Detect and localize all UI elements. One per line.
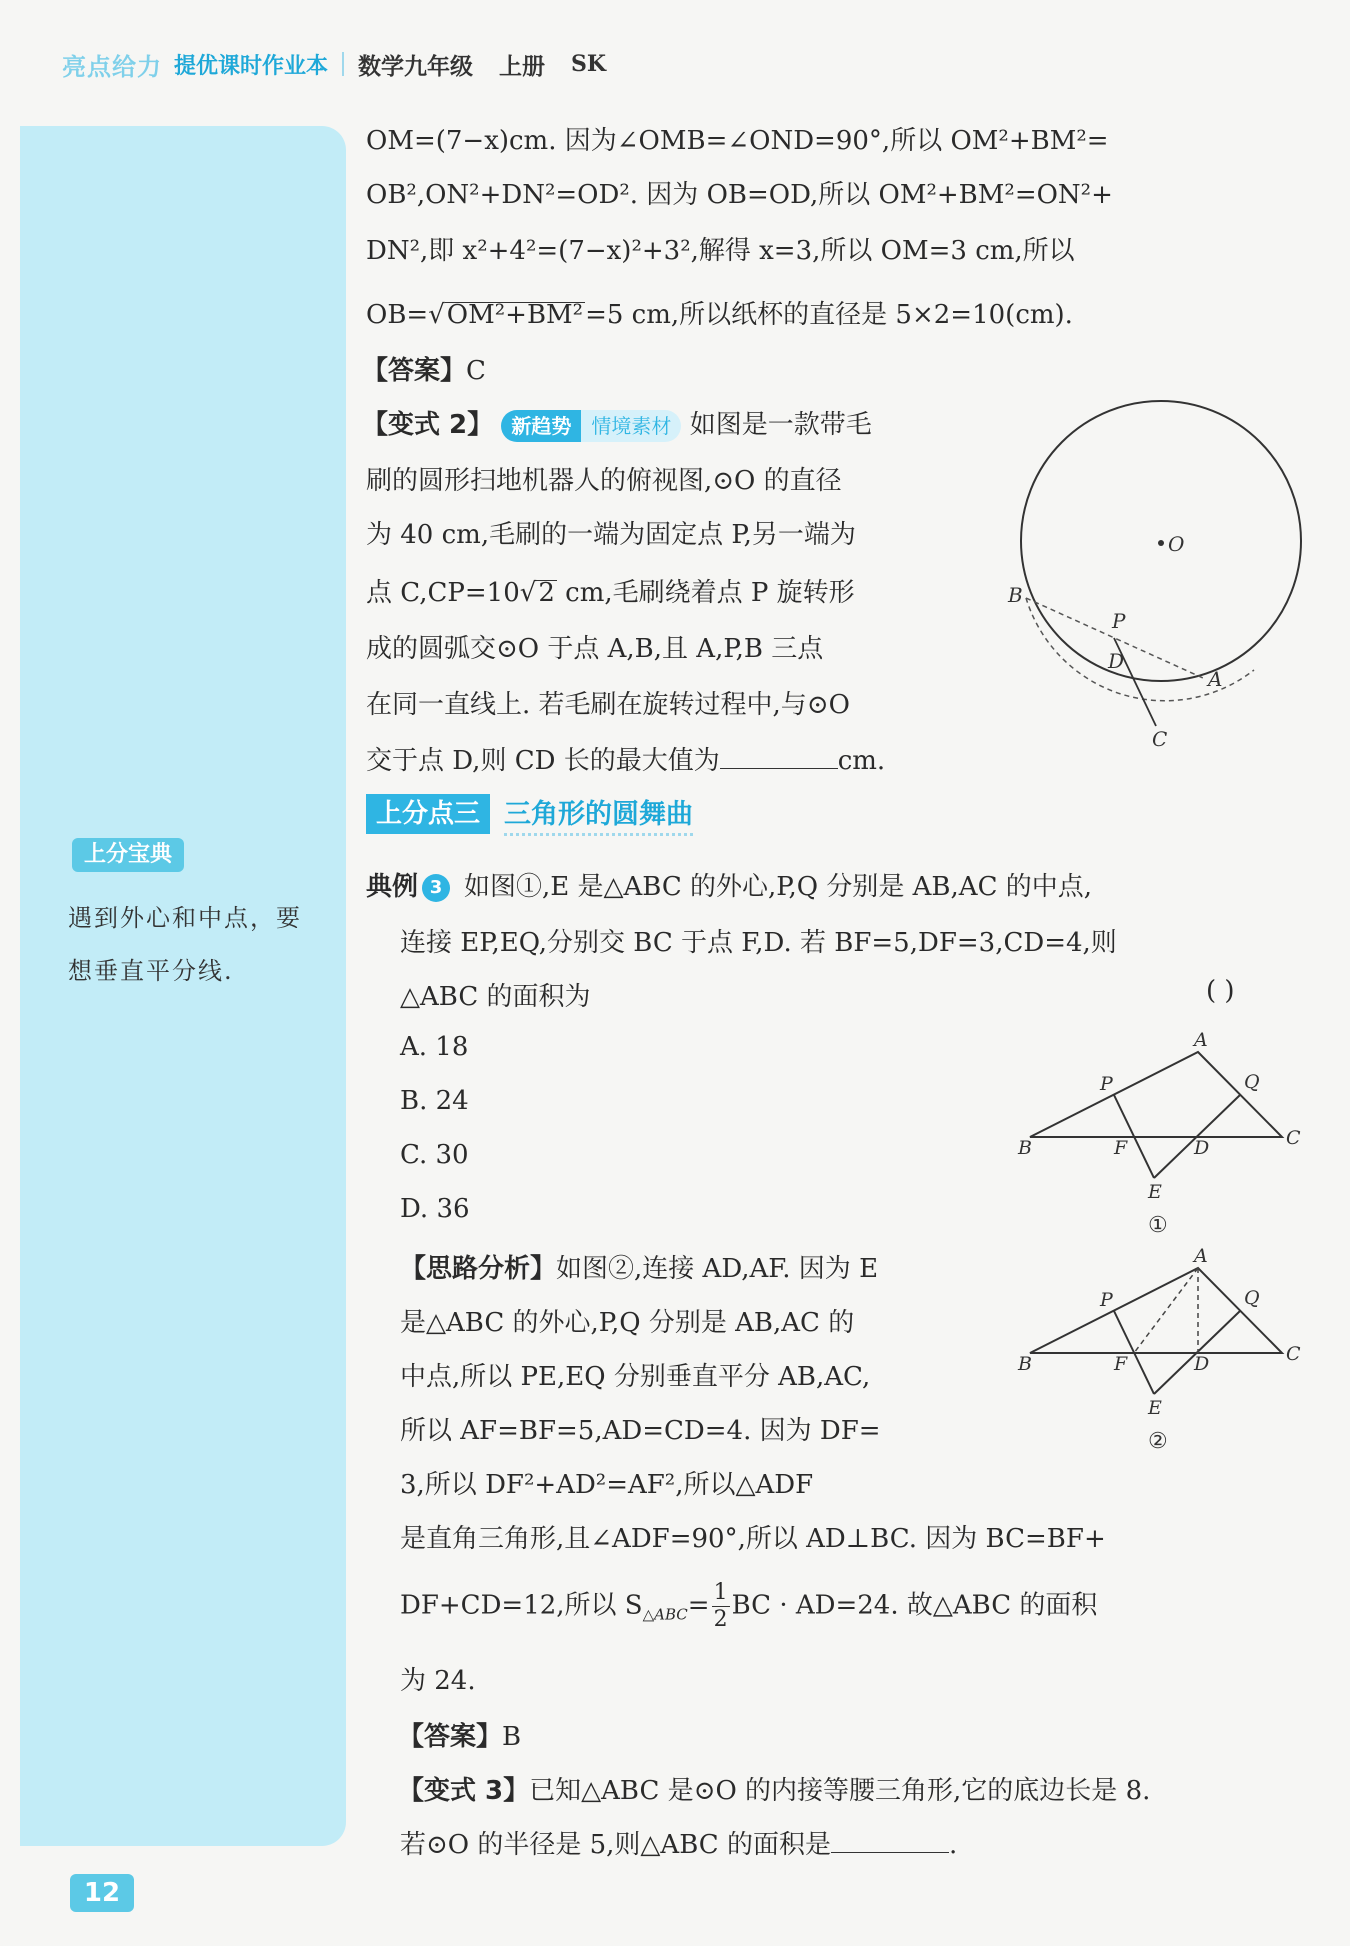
analysis-line: 为 24. — [400, 1666, 476, 1696]
sqrt-content: 2 — [538, 578, 555, 608]
variant2-text: 如图是一款带毛 — [689, 410, 872, 440]
solution-line: OB²,ON²+DN²=OD². 因为 OB=OD,所以 OM²+BM²=ON²+ — [366, 180, 1113, 210]
fraction-denominator: 2 — [713, 1607, 728, 1632]
label-b: B — [1018, 1353, 1032, 1375]
section-tag: 上分点三 — [366, 794, 490, 834]
variant3-line — [400, 1824, 957, 1861]
trend-badge-secondary: 情境素材 — [591, 414, 672, 438]
tip-badge: 上分宝典 — [72, 838, 184, 872]
header-divider — [342, 52, 344, 76]
variant2-line: 成的圆弧交⊙O 于点 A,B,且 A,P,B 三点 — [366, 634, 824, 664]
variant2-label: 【变式 2】 — [362, 410, 494, 440]
label-b: B — [1008, 583, 1023, 607]
example-label: 典例 — [366, 872, 419, 902]
answer-line — [362, 350, 486, 387]
label-p: P — [1100, 1289, 1113, 1311]
label-o: O — [1168, 532, 1185, 556]
label-p: P — [1112, 609, 1126, 633]
analysis-text: = — [687, 1590, 710, 1621]
analysis-text: BC · AD=24. 故△ABC 的面积 — [731, 1590, 1098, 1621]
answer-line — [398, 1716, 521, 1753]
label-d: D — [1194, 1353, 1210, 1375]
variant2-line: 刷的圆形扫地机器人的俯视图,⊙O 的直径 — [366, 466, 842, 496]
subject-title: 数学九年级 — [358, 53, 474, 80]
volume-label: 上册 — [499, 53, 546, 80]
variant2-text: 交于点 D,则 CD 长的最大值为 — [366, 746, 720, 776]
analysis-line: 所以 AF=BF=5,AD=CD=4. 因为 DF= — [400, 1416, 881, 1446]
variant2-text: 点 C,CP=10 — [366, 578, 520, 608]
sqrt-icon: √ — [428, 300, 445, 330]
answer-paren: ( ) — [1206, 976, 1235, 1006]
option-c: C. 30 — [400, 1140, 469, 1170]
triangle-figure-2 — [1010, 1246, 1310, 1456]
analysis-line: 是直角三角形,且∠ADF=90°,所以 AD⊥BC. 因为 BC=BF+ — [400, 1524, 1106, 1554]
solution-text: OB= — [366, 300, 429, 330]
variant2-text: cm. — [837, 746, 886, 776]
example3-line — [366, 866, 1092, 903]
answer-label: 【答案】 — [398, 1722, 503, 1752]
variant2-line — [362, 404, 872, 442]
brand-logo: 亮点给力 — [62, 52, 162, 81]
analysis-line: 中点,所以 PE,EQ 分别垂直平分 AB,AC, — [400, 1362, 871, 1392]
fraction-numerator: 1 — [713, 1580, 728, 1605]
tip-line: 遇到外心和中点，要 — [68, 904, 302, 932]
label-q: Q — [1244, 1071, 1260, 1093]
option-a: A. 18 — [400, 1032, 469, 1062]
answer-blank — [831, 1830, 949, 1853]
section-title: 三角形的圆舞曲 — [504, 792, 693, 836]
tip-line: 想垂直平分线. — [68, 957, 234, 985]
section-header — [366, 794, 693, 834]
variant2-line: 为 40 cm,毛刷的一端为固定点 P,另一端为 — [366, 520, 856, 550]
variant3-label: 【变式 3】 — [398, 1776, 530, 1806]
triangle-abc — [1030, 1268, 1282, 1353]
variant2-line: 在同一直线上. 若毛刷在旋转过程中,与⊙O — [366, 690, 850, 720]
label-c: C — [1152, 727, 1168, 751]
label-a: A — [1208, 667, 1223, 691]
answer-label: 【答案】 — [362, 356, 467, 386]
series-title: 提优课时作业本 — [174, 53, 329, 79]
triangle-figure-1 — [1010, 1030, 1310, 1240]
variant2-text: cm,毛刷绕着点 P 旋转形 — [556, 578, 855, 608]
solution-text: =5 cm,所以纸杯的直径是 5×2=10(cm). — [585, 300, 1073, 330]
segment-af — [1134, 1268, 1198, 1353]
analysis-text: 如图②,连接 AD,AF. 因为 E — [556, 1254, 879, 1284]
label-d: D — [1108, 649, 1125, 673]
center-point — [1158, 540, 1164, 546]
label-p: P — [1100, 1073, 1113, 1095]
figure-caption: ① — [1148, 1213, 1168, 1238]
sqrt-icon: √ — [519, 578, 537, 608]
label-e: E — [1148, 1181, 1162, 1203]
variant3-text: . — [948, 1830, 958, 1860]
tip-text — [68, 892, 338, 998]
label-a: A — [1194, 1030, 1208, 1051]
label-e: E — [1148, 1397, 1162, 1419]
trend-badge — [501, 410, 681, 442]
variant3-text: 若⊙O 的半径是 5,则△ABC 的面积是 — [400, 1830, 831, 1860]
analysis-text: DF+CD=12,所以 S — [400, 1590, 643, 1621]
variant3-line — [398, 1770, 1150, 1807]
label-q: Q — [1244, 1287, 1260, 1309]
solution-line: OM=(7−x)cm. 因为∠OMB=∠OND=90°,所以 OM²+BM²= — [366, 126, 1109, 156]
analysis-line — [400, 1248, 878, 1285]
option-b: B. 24 — [400, 1086, 469, 1116]
variant2-line — [366, 740, 885, 777]
example3-line: △ABC 的面积为 — [400, 982, 591, 1012]
page-header — [62, 44, 606, 84]
analysis-label: 【思路分析】 — [400, 1254, 557, 1284]
example-number: 3 — [422, 874, 450, 902]
label-c: C — [1286, 1343, 1301, 1365]
label-f: F — [1114, 1353, 1128, 1375]
option-d: D. 36 — [400, 1194, 470, 1224]
answer-value: B — [502, 1722, 522, 1752]
area-subscript: △ABC — [642, 1605, 688, 1624]
analysis-line: 3,所以 DF²+AD²=AF²,所以△ADF — [400, 1470, 814, 1500]
page-number: 12 — [70, 1874, 134, 1912]
variant2-line — [366, 572, 855, 609]
solution-line: DN²,即 x²+4²=(7−x)²+3²,解得 x=3,所以 OM=3 cm,所以 — [366, 236, 1075, 266]
analysis-line: 是△ABC 的外心,P,Q 分别是 AB,AC 的 — [400, 1308, 855, 1338]
answer-value: C — [466, 356, 486, 386]
analysis-line — [400, 1580, 1097, 1633]
label-d: D — [1194, 1137, 1210, 1159]
robot-vacuum-figure — [996, 396, 1306, 756]
example3-text: 如图①,E 是△ABC 的外心,P,Q 分别是 AB,AC 的中点, — [464, 872, 1092, 902]
label-a: A — [1194, 1246, 1208, 1267]
label-f: F — [1114, 1137, 1128, 1159]
figure-caption: ② — [1148, 1429, 1168, 1454]
label-c: C — [1286, 1127, 1301, 1149]
solution-line — [366, 294, 1073, 331]
triangle-abc — [1030, 1052, 1282, 1137]
label-b: B — [1018, 1137, 1032, 1159]
trend-badge-primary: 新趋势 — [501, 410, 581, 442]
example3-line: 连接 EP,EQ,分别交 BC 于点 F,D. 若 BF=5,DF=3,CD=4,则 — [400, 928, 1117, 958]
variant3-text: 已知△ABC 是⊙O 的内接等腰三角形,它的底边长是 8. — [529, 1776, 1151, 1806]
fraction — [712, 1580, 730, 1633]
edition-label: SK — [571, 51, 607, 77]
answer-blank — [720, 746, 838, 769]
sqrt-content: OM²+BM² — [446, 300, 584, 330]
